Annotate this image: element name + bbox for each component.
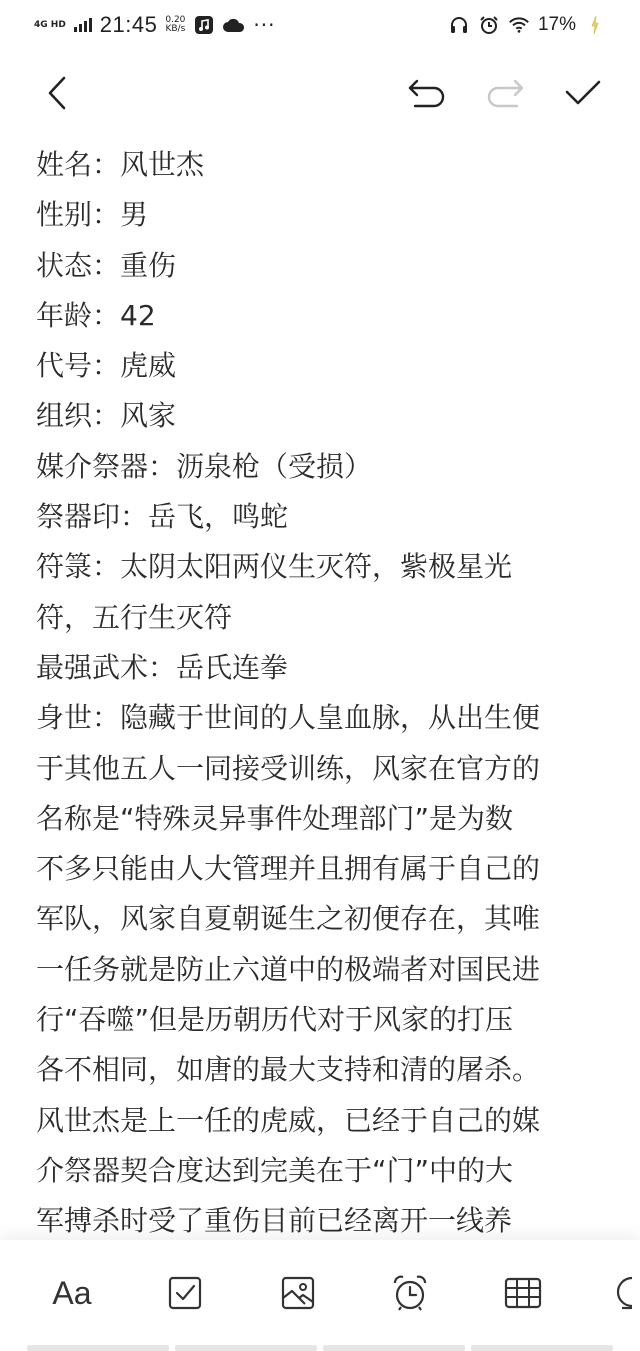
checkbox-icon bbox=[168, 1276, 202, 1310]
alarm-clock-icon bbox=[391, 1274, 429, 1312]
speed-value: 0.20 bbox=[165, 15, 186, 25]
headphones-icon bbox=[448, 14, 470, 36]
note-line: 状态：重伤 bbox=[36, 248, 177, 282]
checklist-button[interactable] bbox=[157, 1268, 213, 1318]
note-line: 最强武术：岳氏连拳 bbox=[36, 650, 289, 684]
wifi-icon bbox=[508, 14, 530, 36]
note-line: 年龄：42 bbox=[36, 298, 156, 332]
network-type: 4G HD bbox=[34, 19, 66, 30]
image-icon bbox=[281, 1276, 315, 1310]
note-line: 军搏杀时受了重伤目前已经离开一线养 bbox=[36, 1204, 513, 1238]
note-line: 不多只能由人大管理并且拥有属于自己的 bbox=[36, 852, 541, 886]
note-line: 符，五行生灭符 bbox=[36, 600, 233, 634]
note-line: 介祭器契合度达到完美在于“门”中的大 bbox=[36, 1153, 514, 1187]
note-line: 代号：虎威 bbox=[36, 349, 177, 383]
font-style-button[interactable] bbox=[44, 1268, 100, 1318]
note-line: 军队，风家自夏朝诞生之初便存在，其唯 bbox=[36, 902, 541, 936]
status-bar bbox=[0, 0, 640, 50]
note-line: 名称是“特殊灵异事件处理部门”是为数 bbox=[36, 801, 514, 835]
reminder-button[interactable] bbox=[382, 1268, 438, 1318]
chevron-left-icon bbox=[45, 75, 69, 111]
more-tools-button[interactable] bbox=[608, 1268, 640, 1318]
note-line: 于其他五人一同接受训练，风家在官方的 bbox=[36, 751, 541, 785]
note-line: 姓名：风世杰 bbox=[36, 148, 205, 181]
back-button[interactable] bbox=[32, 68, 82, 118]
font-style-label: Aa bbox=[52, 1274, 92, 1311]
note-line: 媒介祭器：沥泉枪（受损） bbox=[36, 449, 373, 483]
insert-image-button[interactable] bbox=[270, 1268, 326, 1318]
music-icon bbox=[193, 14, 215, 36]
note-line: 祭器印：岳飞，鸣蛇 bbox=[36, 500, 289, 534]
insert-table-button[interactable] bbox=[495, 1268, 551, 1318]
signal-icon bbox=[74, 18, 92, 32]
redo-icon bbox=[485, 77, 525, 109]
format-toolbar bbox=[0, 1240, 640, 1351]
note-line: 行“吞噬”但是历朝历代对于风家的打压 bbox=[36, 1003, 514, 1037]
checkmark-icon bbox=[564, 78, 602, 108]
note-line: 性别：男 bbox=[36, 198, 149, 232]
clock: 21:45 bbox=[99, 12, 158, 37]
note-line: 各不相同，如唐的最大支持和清的屠杀。 bbox=[36, 1053, 541, 1087]
editor-toolbar bbox=[0, 68, 640, 118]
note-line: 组织：风家 bbox=[36, 399, 177, 433]
cloud-icon bbox=[223, 14, 245, 36]
battery-percent: 17% bbox=[537, 14, 576, 35]
table-icon bbox=[504, 1277, 542, 1309]
partial-icon bbox=[608, 1274, 632, 1312]
more-notifications-icon: ··· bbox=[253, 13, 276, 37]
keyboard-handle bbox=[0, 1341, 640, 1351]
done-button[interactable] bbox=[558, 68, 608, 118]
note-body[interactable] bbox=[36, 140, 596, 1247]
network-speed bbox=[165, 16, 185, 34]
undo-button[interactable] bbox=[402, 68, 452, 118]
note-line: 风世杰是上一任的虎威，已经于自己的媒 bbox=[36, 1103, 541, 1137]
note-line: 符箓：太阴太阳两仪生灭符，紫极星光 bbox=[36, 550, 513, 584]
speed-unit: KB/s bbox=[165, 24, 186, 34]
alarm-status-icon bbox=[478, 14, 500, 36]
undo-icon bbox=[407, 77, 447, 109]
note-line: 身世：隐藏于世间的人皇血脉，从出生便 bbox=[36, 701, 541, 735]
redo-button[interactable] bbox=[480, 68, 530, 118]
battery-charging-icon bbox=[584, 14, 606, 36]
note-line: 一任务就是防止六道中的极端者对国民进 bbox=[36, 952, 541, 986]
